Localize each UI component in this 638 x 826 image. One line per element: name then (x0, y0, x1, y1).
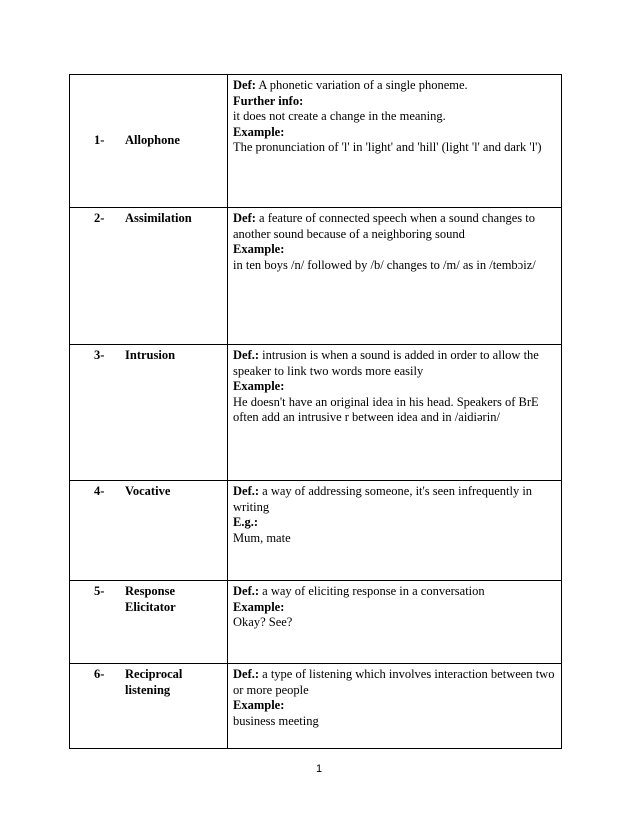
definition-cell (228, 75, 562, 208)
term-cell (70, 208, 228, 345)
definition-line (233, 348, 555, 379)
definition-label: Example: (233, 242, 285, 256)
definition-label: Example: (233, 124, 285, 139)
terms-table (69, 74, 562, 749)
definition-text: The pronunciation of 'l' in 'light' and 'hill' (light 'l' and dark 'l') (233, 140, 542, 154)
definition-line (233, 615, 555, 631)
term-cell (70, 481, 228, 581)
term-name: listening (125, 682, 171, 697)
definition-label: Def: (233, 78, 256, 92)
table-row (70, 664, 562, 749)
definition-line (233, 125, 555, 141)
definition-text: a way of addressing someone, it's seen infrequently in writing (233, 484, 533, 514)
table-row (70, 481, 562, 581)
definition-label: Further info: (233, 93, 304, 108)
definition-line (233, 600, 555, 616)
definition-line (233, 211, 555, 242)
definition-text: business meeting (233, 713, 319, 728)
term-number: 3- (94, 348, 105, 362)
definition-text: in ten boys /n/ followed by /b/ changes to /m/ as in /tembɔiz/ (233, 257, 536, 272)
definition-line (233, 258, 555, 274)
table-row (70, 208, 562, 345)
definition-text: a type of listening which involves interaction between two or more people (233, 667, 555, 697)
term-cell (70, 664, 228, 749)
definition-cell (228, 481, 562, 581)
definition-line (233, 515, 555, 531)
definition-label: Def.: (233, 584, 260, 598)
definition-label: Def: (233, 211, 256, 225)
term-number: 6- (94, 667, 105, 681)
table-row (70, 581, 562, 664)
term-name: Elicitator (125, 599, 176, 614)
definition-text: it does not create a change in the meaning. (233, 109, 446, 123)
definition-line (233, 667, 555, 698)
definition-line (233, 78, 555, 94)
definition-label: Def.: (233, 348, 260, 362)
definition-line (233, 140, 555, 156)
term-name: Allophone (125, 133, 180, 148)
table-row (70, 345, 562, 481)
term-name: Reciprocal (125, 667, 183, 681)
definition-line (233, 714, 555, 730)
page-number: 1 (315, 763, 323, 775)
term-number: 4- (94, 484, 105, 498)
term-cell (70, 75, 228, 208)
definition-text: a way of eliciting response in a conversation (259, 584, 485, 598)
term-number: 1- (94, 133, 105, 148)
definition-text: a feature of connected speech when a sound changes to another sound because of a neighboring sound (233, 211, 535, 241)
definition-label: Example: (233, 379, 285, 393)
definition-label: Example: (233, 599, 285, 614)
term-cell (70, 581, 228, 664)
definition-cell (228, 345, 562, 481)
definition-cell (228, 581, 562, 664)
definition-cell (228, 208, 562, 345)
definition-line (233, 395, 555, 426)
definition-label: E.g.: (233, 515, 258, 529)
definition-line (233, 584, 555, 600)
definition-text: Mum, mate (233, 530, 291, 545)
definition-text: Okay? See? (233, 615, 293, 629)
term-name: Vocative (125, 484, 171, 498)
definition-line (233, 379, 555, 395)
definition-line (233, 698, 555, 714)
term-name: Assimilation (125, 211, 192, 225)
definition-line (233, 94, 555, 110)
definition-line (233, 109, 555, 125)
definition-label: Def.: (233, 667, 260, 681)
term-name: Intrusion (125, 348, 176, 362)
definition-line (233, 531, 555, 547)
definition-text: A phonetic variation of a single phoneme. (255, 78, 468, 92)
definition-text: intrusion is when a sound is added in order to allow the speaker to link two words more easily (233, 348, 539, 378)
definition-text: He doesn't have an original idea in his head. Speakers of BrE often add an intrusive r between idea and in /aidiərin/ (233, 394, 539, 424)
definition-label: Def.: (233, 484, 260, 498)
table-row (70, 75, 562, 208)
definition-line (233, 484, 555, 515)
definition-label: Example: (233, 698, 285, 712)
definition-line (233, 242, 555, 258)
definition-cell (228, 664, 562, 749)
term-cell (70, 345, 228, 481)
term-number: 2- (94, 211, 105, 225)
term-name: Response (125, 584, 176, 598)
term-number: 5- (94, 584, 105, 598)
